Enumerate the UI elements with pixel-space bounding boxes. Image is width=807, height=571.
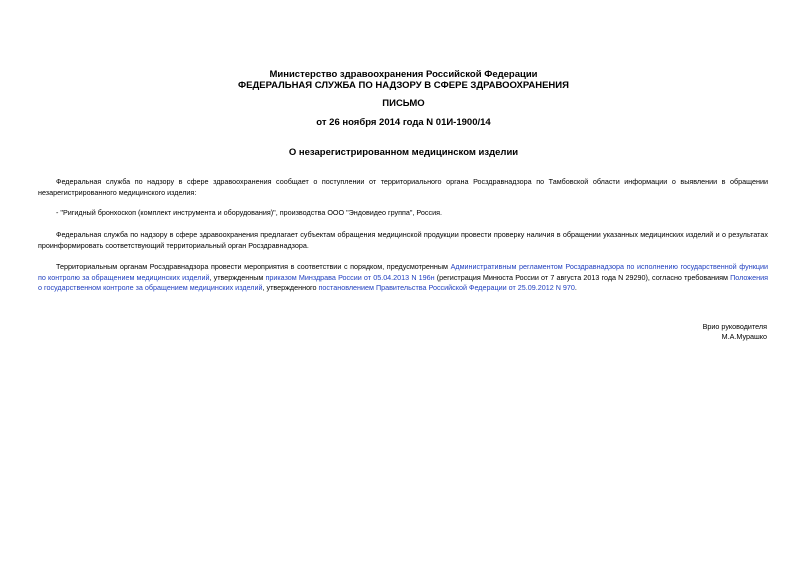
document-subject: О незарегистрированном медицинском изделии: [288, 147, 519, 158]
instructions-text-3: (регистрация Минюста России от 7 августа 2013 года N 29290), согласно требованиям: [434, 272, 731, 282]
ministry-name: Министерство здравоохранения Российской Федерации: [269, 69, 538, 80]
link-order-minzdrav[interactable]: приказом Минздрава России от 05.04.2013 N 196н: [265, 272, 435, 282]
instructions-text-2: , утвержденным: [209, 272, 266, 282]
instructions-text-5: .: [574, 283, 577, 292]
service-name: ФЕДЕРАЛЬНАЯ СЛУЖБА ПО НАДЗОРУ В СФЕРЕ ЗДРАВООХРАНЕНИЯ: [238, 80, 569, 91]
link-state-control-regulation[interactable]: Положения о государственном контроле за обращением медицинских изделий: [38, 272, 768, 292]
paragraph-notice: Федеральная служба по надзору в сфере здравоохранения сообщает о поступлении от территориального органа Росздравнадзора по Тамбовской области информации о выявлении в обращении незарегистрированного медицинского изделия:: [38, 177, 768, 197]
document-type: ПИСЬМО: [382, 98, 425, 109]
signature-name: М.А.Мурашко: [721, 332, 767, 341]
paragraph-instructions: [38, 262, 768, 294]
link-admin-regulation[interactable]: Административным регламентом Росздравнадзора по исполнению государственной функции по контролю за обращением медицинских изделий: [38, 262, 768, 282]
signature-title: Врио руководителя: [702, 322, 767, 331]
instructions-text-4: , утвержденного: [262, 283, 319, 292]
instructions-text-1: Территориальным органам Росздравнадзора провести мероприятия в соответствии с порядком, предусмотренным: [56, 262, 451, 271]
paragraph-device: - "Ригидный бронхоскоп (комплект инструмента и оборудования)", производства ООО "Эндовидео группа", Россия.: [56, 208, 443, 217]
document-date-number: от 26 ноября 2014 года N 01И-1900/14: [316, 117, 491, 128]
paragraph-proposal: Федеральная служба по надзору в сфере здравоохранения предлагает субъектам обращения медицинской продукции провести проверку наличия в обращении указанных медицинских изделий и о результатах проинформировать соответствующий территориальный орган Росздравнадзора.: [38, 230, 768, 250]
link-government-decree[interactable]: постановлением Правительства Российской Федерации от 25.09.2012 N 970: [318, 283, 575, 292]
